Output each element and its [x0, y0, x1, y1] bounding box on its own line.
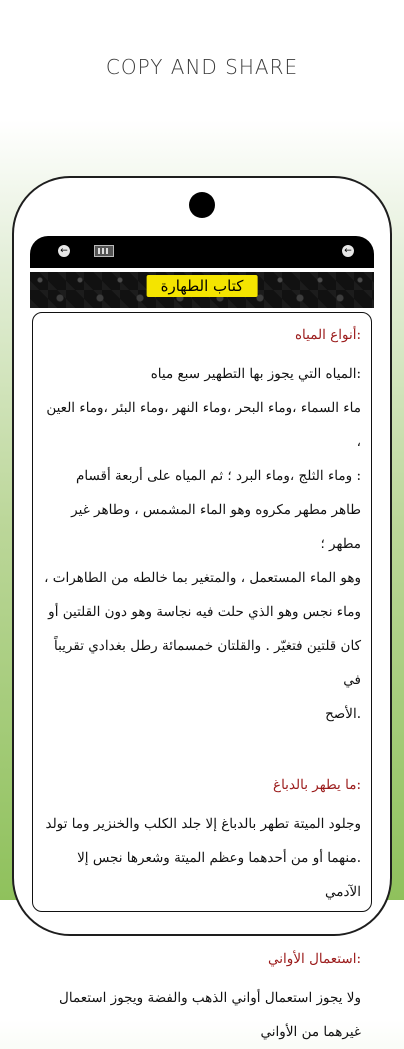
- text-line: طاهر مطهر مكروه وهو الماء المشمس ، وطاهر غير مطهر ؛: [71, 502, 361, 552]
- app-screen: [30, 236, 374, 1040]
- section-heading: :استعمال الأواني: [268, 951, 361, 967]
- camera-dot: [189, 192, 215, 218]
- content-card[interactable]: [32, 312, 372, 1040]
- spacer: [41, 909, 361, 945]
- page-title: كتاب الطهارة: [147, 275, 258, 297]
- text-line: وهو الماء المستعمل ، والمتغير بما خالطه من الطاهرات ،: [44, 570, 361, 586]
- header-band: [30, 272, 374, 308]
- text-line: .منهما أو من أحدهما وعظم الميتة وشعرها نجس إلا الآدمي: [77, 850, 361, 900]
- back-circle-icon[interactable]: ←: [342, 244, 354, 258]
- status-bar: [30, 236, 374, 268]
- text-line: ماء السماء ،وماء البحر ،وماء النهر ،وماء البئر ،وماء العين ،: [46, 400, 361, 450]
- spacer: [41, 731, 361, 771]
- text-line: غيرهما من الأواني: [260, 1024, 361, 1040]
- section-heading: :ما يطهر بالدباغ: [273, 777, 361, 793]
- text-line: وماء نجس وهو الذي حلت فيه نجاسة وهو دون القلتين أو: [48, 604, 361, 620]
- text-line: كان قلتين فتغيّر . والقلتان خمسمائة رطل بغدادي تقريباً في: [53, 638, 361, 688]
- promo-title: COPY AND SHARE: [105, 55, 299, 79]
- text-line: ولا يجوز استعمال أواني الذهب والفضة ويجوز استعمال: [59, 990, 361, 1006]
- text-line: .الأصح: [325, 706, 361, 722]
- back-circle-icon[interactable]: ←: [58, 244, 70, 258]
- text-line: : وماء الثلج ،وماء البرد ؛ ثم المياه على أربعة أقسام: [76, 468, 361, 484]
- keyboard-icon[interactable]: [94, 244, 114, 258]
- text-line: وجلود الميتة تطهر بالدباغ إلا جلد الكلب والخنزير وما تولد: [45, 816, 361, 832]
- section-heading: :أنواع المياه: [294, 327, 361, 343]
- text-line: :المياه التي يجوز بها التطهير سبع مياه: [150, 366, 361, 382]
